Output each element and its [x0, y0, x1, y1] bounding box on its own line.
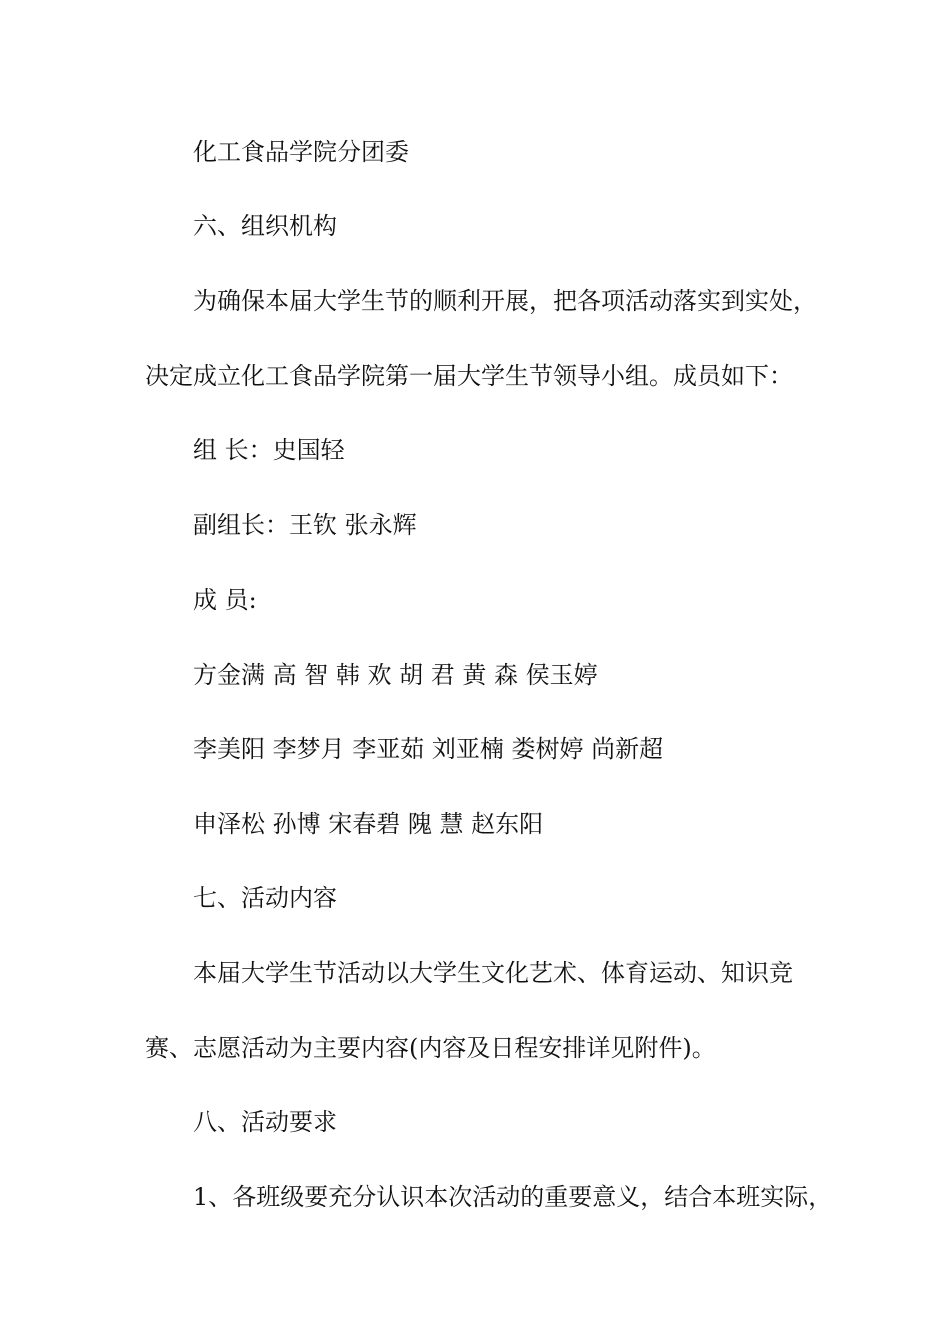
section-heading-requirements: 八、活动要求: [193, 1108, 337, 1136]
members-row: 李美阳 李梦月 李亚茹 刘亚楠 娄树婷 尚新超: [193, 735, 664, 763]
deputy-leader-line: 副组长：王钦 张永辉: [193, 511, 417, 539]
organizer-line: 化工食品学院分团委: [193, 138, 409, 166]
members-label: 成 员:: [193, 586, 257, 614]
section-heading-content: 七、活动内容: [193, 884, 337, 912]
section-heading-organization: 六、组织机构: [193, 212, 337, 240]
paragraph-line: 本届大学生节活动以大学生文化艺术、体育运动、知识竞: [193, 959, 793, 987]
members-row: 方金满 高 智 韩 欢 胡 君 黄 森 侯玉婷: [193, 661, 598, 689]
leader-line: 组 长：史国轻: [193, 436, 345, 464]
paragraph-line: 1、各班级要充分认识本次活动的重要意义，结合本班实际，: [193, 1183, 833, 1211]
paragraph-line: 为确保本届大学生节的顺利开展，把各项活动落实到实处，: [193, 287, 817, 315]
paragraph-line: 决定成立化工食品学院第一届大学生节领导小组。成员如下：: [145, 362, 793, 390]
members-row: 申泽松 孙博 宋春碧 隗 慧 赵东阳: [193, 810, 544, 838]
paragraph-line: 赛、志愿活动为主要内容(内容及日程安排详见附件)。: [145, 1034, 716, 1062]
